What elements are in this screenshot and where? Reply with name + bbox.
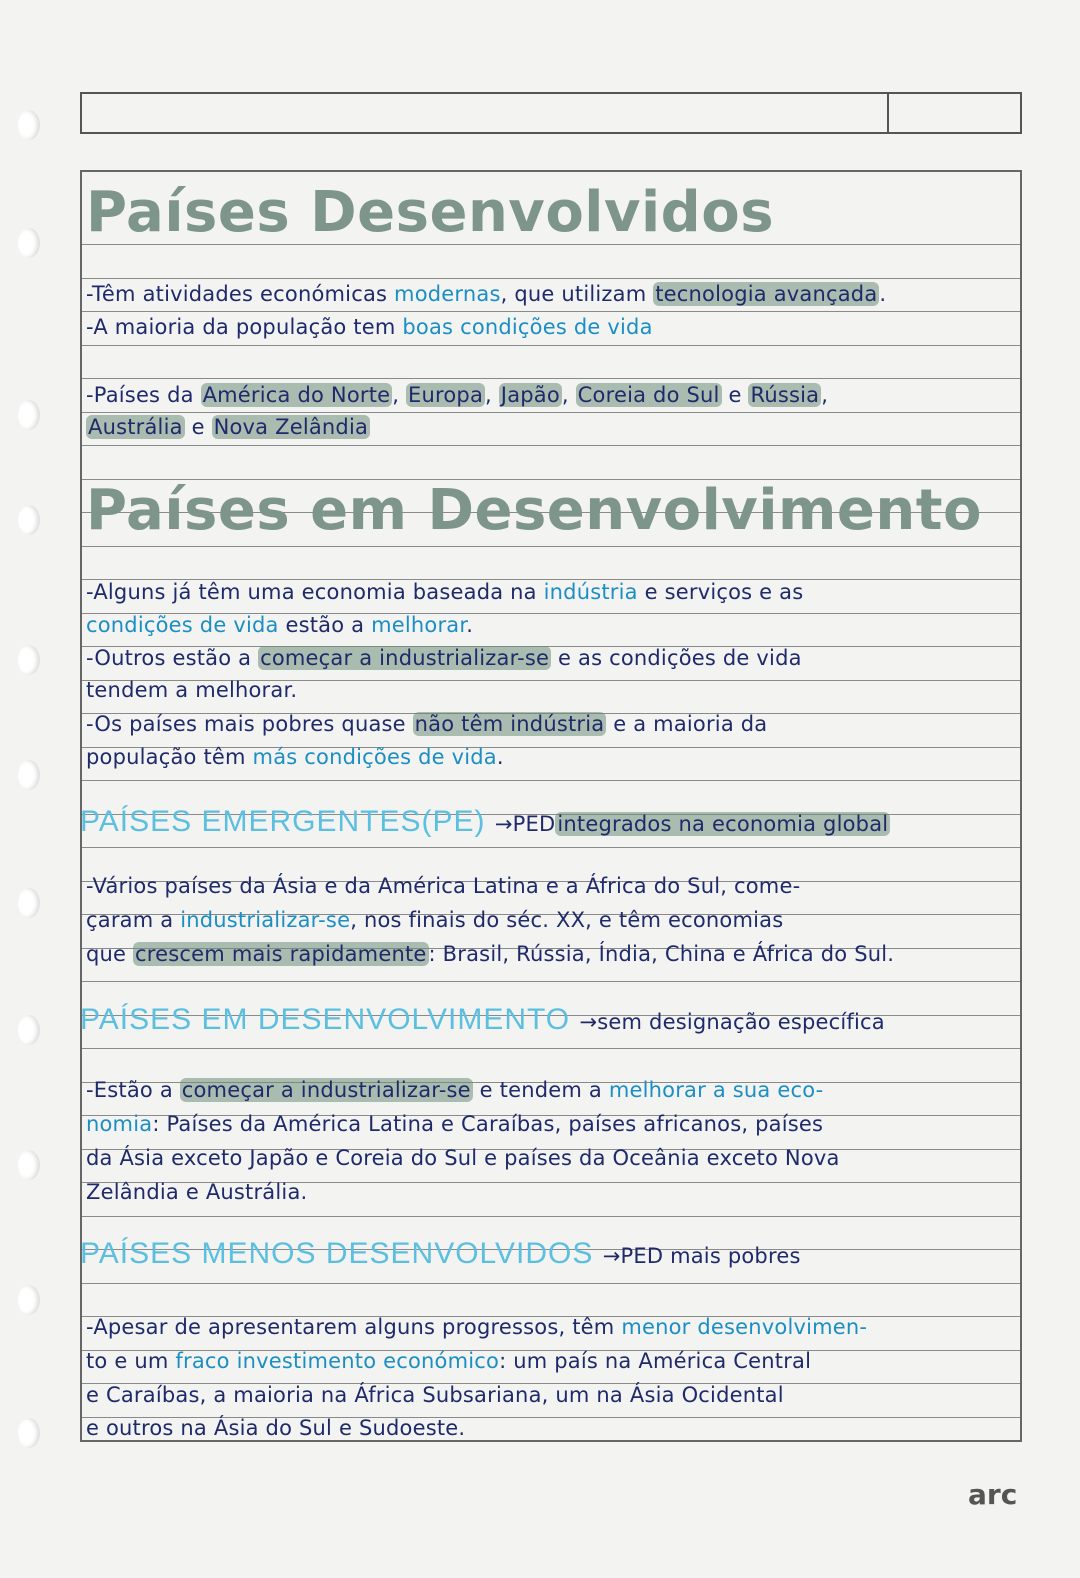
heading-tail: →sem designação específica xyxy=(579,1010,885,1034)
note-text: -Apesar de apresentarem alguns progressos, têm xyxy=(86,1315,622,1339)
binder-hole xyxy=(18,228,40,258)
heading-paises-emergentes xyxy=(80,805,890,839)
ruled-line xyxy=(82,546,1020,547)
highlighted-text: Japão xyxy=(500,383,560,407)
ruled-line xyxy=(82,345,1020,346)
ruled-line xyxy=(82,412,1020,413)
ruled-line xyxy=(82,445,1020,446)
note-text: , xyxy=(485,383,499,407)
note-text: e serviços e as xyxy=(637,580,804,604)
note-line xyxy=(86,1112,823,1136)
note-text: -Vários países da Ásia e da América Latina e a África do Sul, come- xyxy=(86,874,801,898)
note-text: e Caraíbas, a maioria na África Subsariana, um na Ásia Ocidental xyxy=(86,1383,784,1407)
note-text: , que utilizam xyxy=(500,282,654,306)
ruled-line xyxy=(82,278,1020,279)
note-text: . xyxy=(879,282,887,306)
blue-keyword: menor desenvolvimen- xyxy=(621,1315,868,1339)
blue-keyword: melhorar xyxy=(371,613,467,637)
note-text: : Brasil, Rússia, Índia, China e África do Sul. xyxy=(428,942,895,966)
heading-tail-highlight: integrados na economia global xyxy=(557,812,889,836)
note-text: : Países da América Latina e Caraíbas, países africanos, países xyxy=(152,1112,824,1136)
heading-paises-menos-desenvolvidos xyxy=(80,1237,801,1271)
note-text: estão a xyxy=(278,613,372,637)
note-text: , xyxy=(561,383,576,407)
note-text: : um país na América Central xyxy=(499,1349,812,1373)
blue-keyword: melhorar a sua eco- xyxy=(608,1078,824,1102)
header-box-divider xyxy=(887,94,889,132)
note-line xyxy=(86,1078,823,1102)
note-text: e outros na Ásia do Sul e Sudoeste. xyxy=(86,1416,466,1440)
note-text: , xyxy=(821,383,829,407)
note-text: população têm xyxy=(86,745,253,769)
note-line xyxy=(86,745,504,769)
highlighted-text: tecnologia avançada xyxy=(655,282,878,306)
blue-keyword: modernas xyxy=(394,282,501,306)
heading-tail: →PED mais pobres xyxy=(602,1244,801,1268)
note-text: da Ásia exceto Japão e Coreia do Sul e países da Oceânia exceto Nova xyxy=(86,1146,840,1170)
binder-hole xyxy=(18,505,40,535)
note-line xyxy=(86,315,653,339)
binder-hole xyxy=(18,1150,40,1180)
binder-hole xyxy=(18,1418,40,1448)
note-text: . xyxy=(466,613,474,637)
note-text: -Os países mais pobres quase xyxy=(86,712,413,736)
note-text: que xyxy=(86,942,134,966)
highlighted-text: América do Norte xyxy=(202,383,391,407)
note-line xyxy=(86,1383,784,1407)
highlighted-text: não têm indústria xyxy=(414,712,605,736)
note-text: -Têm atividades económicas xyxy=(86,282,395,306)
ruled-line xyxy=(82,780,1020,781)
note-text: -Estão a xyxy=(86,1078,180,1102)
binder-hole xyxy=(18,888,40,918)
note-text: . xyxy=(496,745,504,769)
note-line xyxy=(86,1146,840,1170)
highlighted-text: Europa xyxy=(408,383,484,407)
ruled-line xyxy=(82,1048,1020,1049)
blue-keyword: más condições de vida xyxy=(252,745,497,769)
ruled-line xyxy=(82,1283,1020,1284)
title-paises-desenvolvidos: Países Desenvolvidos xyxy=(86,180,775,245)
blue-keyword: nomia xyxy=(86,1112,153,1136)
highlighted-text: Coreia do Sul xyxy=(577,383,720,407)
note-text: e tendem a xyxy=(472,1078,609,1102)
note-text: , nos finais do séc. XX, e têm economias xyxy=(350,908,784,932)
blue-keyword: fraco investimento económico xyxy=(175,1349,500,1373)
header-box xyxy=(80,92,1022,134)
note-line xyxy=(86,1315,867,1339)
highlighted-text: Austrália xyxy=(88,415,183,439)
blue-keyword: condições de vida xyxy=(86,613,279,637)
blue-keyword: indústria xyxy=(543,580,638,604)
note-line xyxy=(86,1349,811,1373)
note-text: e a maioria da xyxy=(606,712,768,736)
note-text: -Países da xyxy=(86,383,201,407)
note-text: e xyxy=(184,415,212,439)
note-text: çaram a xyxy=(86,908,181,932)
heading-label: PAÍSES EM DESENVOLVIMENTO xyxy=(80,1003,571,1036)
heading-tail: →PED xyxy=(494,812,556,836)
binder-hole xyxy=(18,645,40,675)
note-line xyxy=(86,874,800,898)
note-text: Zelândia e Austrália. xyxy=(86,1180,308,1204)
highlighted-text: Rússia xyxy=(750,383,820,407)
ruled-line xyxy=(82,311,1020,312)
blue-keyword: boas condições de vida xyxy=(402,315,653,339)
title-paises-em-desenvolvimento: Países em Desenvolvimento xyxy=(86,478,982,543)
highlighted-text: crescem mais rapidamente xyxy=(135,942,427,966)
blue-keyword: industrializar-se xyxy=(180,908,351,932)
ruled-line xyxy=(82,1216,1020,1217)
highlighted-text: começar a industrializar-se xyxy=(181,1078,471,1102)
note-text: e as condições de vida xyxy=(551,646,802,670)
note-line xyxy=(86,712,767,736)
note-line xyxy=(86,282,886,306)
binder-hole xyxy=(18,1015,40,1045)
note-text: to e um xyxy=(86,1349,176,1373)
heading-paises-em-desenvolvimento xyxy=(80,1003,885,1037)
ruled-line xyxy=(82,981,1020,982)
note-line xyxy=(86,646,802,670)
note-line xyxy=(86,908,783,932)
arc-logo: arc xyxy=(968,1478,1018,1511)
binder-hole xyxy=(18,110,40,140)
note-line xyxy=(86,580,803,604)
note-text: -Outros estão a xyxy=(86,646,259,670)
note-line xyxy=(86,415,370,439)
note-line xyxy=(86,1416,465,1440)
note-text: -A maioria da população tem xyxy=(86,315,403,339)
note-text: tendem a melhorar. xyxy=(86,678,298,702)
heading-label: PAÍSES EMERGENTES(PE) xyxy=(80,805,486,838)
note-line xyxy=(86,1180,307,1204)
highlighted-text: começar a industrializar-se xyxy=(260,646,550,670)
ruled-line xyxy=(82,378,1020,379)
highlighted-text: Nova Zelândia xyxy=(213,415,369,439)
binder-hole xyxy=(18,400,40,430)
note-line xyxy=(86,613,473,637)
note-text: -Alguns já têm uma economia baseada na xyxy=(86,580,544,604)
ruled-line xyxy=(82,847,1020,848)
note-line xyxy=(86,383,828,407)
binder-hole xyxy=(18,1285,40,1315)
heading-label: PAÍSES MENOS DESENVOLVIDOS xyxy=(80,1237,594,1270)
note-text: , xyxy=(392,383,407,407)
note-text: e xyxy=(721,383,749,407)
binder-hole xyxy=(18,760,40,790)
note-line xyxy=(86,942,894,966)
note-line xyxy=(86,678,297,702)
